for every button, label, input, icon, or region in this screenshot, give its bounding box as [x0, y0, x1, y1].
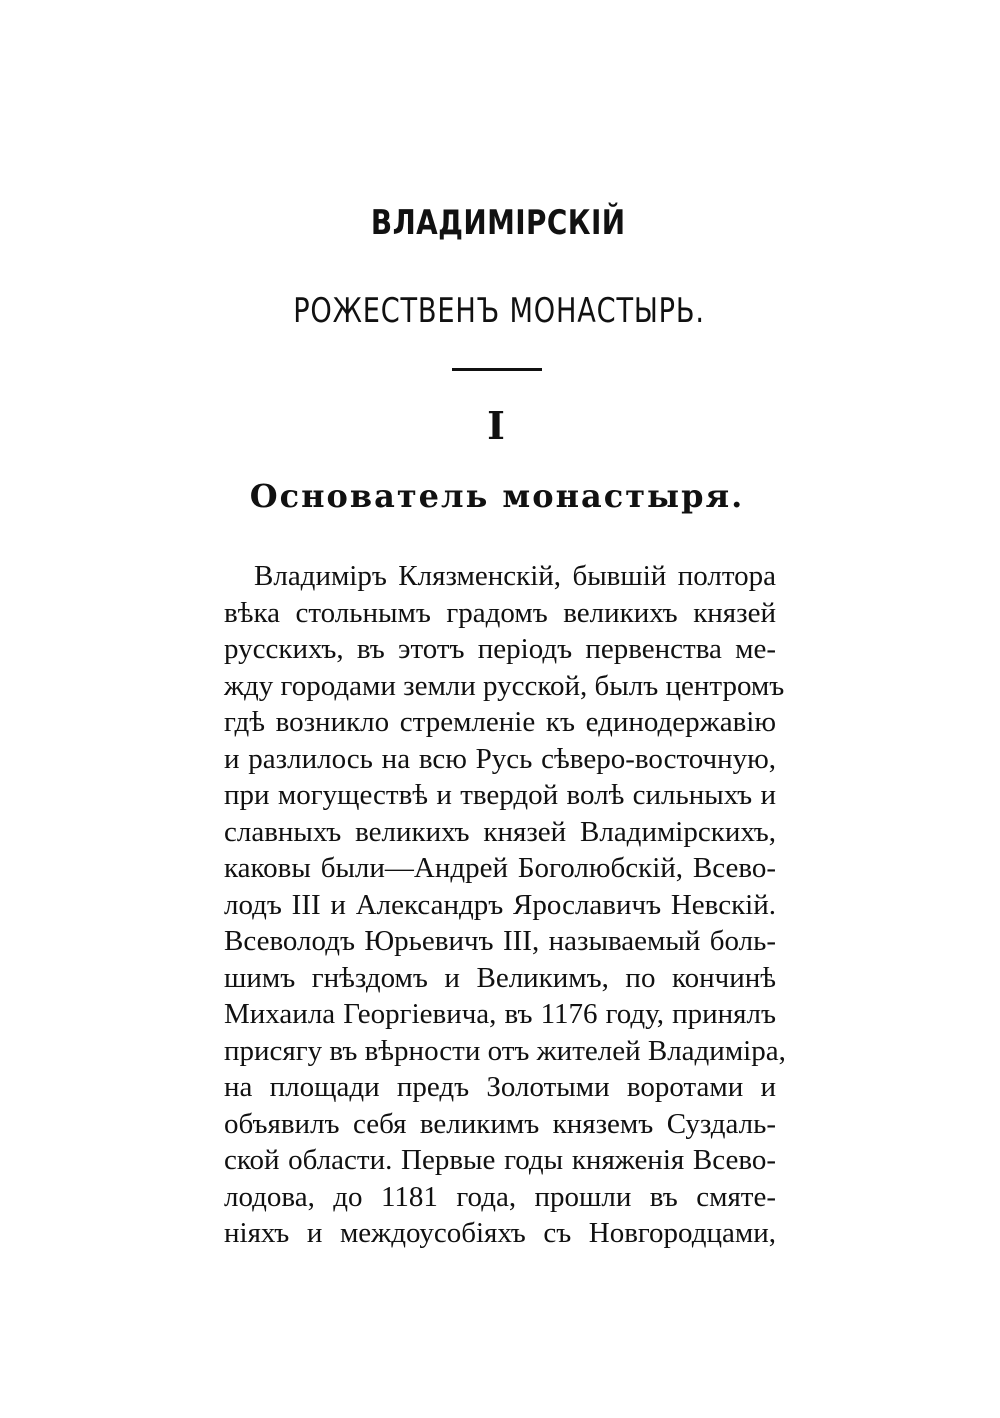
- text-line: присягу въ вѣрности отъ жителей Владиміра,: [224, 1034, 786, 1067]
- text-line: объявилъ себя великимъ княземъ Суздаль-: [224, 1107, 776, 1140]
- text-line: Всеволодъ Юрьевичъ III, называемый боль-: [224, 925, 776, 957]
- text-line: лодъ III и Александръ Ярославичъ Невскій.: [224, 888, 776, 921]
- text-line: гдѣ возникло стремленіе къ единодержавію: [224, 706, 776, 738]
- title-divider: [452, 368, 542, 371]
- text-line: шимъ гнѣздомъ и Великимъ, по кончинѣ: [224, 961, 776, 994]
- chapter-title: Основатель монастыря.: [249, 477, 745, 515]
- text-line: Владиміръ Клязменскій, бывшій полтора: [254, 560, 776, 592]
- text-line: русскихъ, въ этотъ періодъ первенства ме-: [224, 633, 776, 665]
- text-line: при могуществѣ и твердой волѣ сильныхъ и: [224, 779, 776, 811]
- text-line: ніяхъ и междоусобіяхъ съ Новгородцами,: [224, 1217, 776, 1249]
- text-line: славныхъ великихъ князей Владимірскихъ,: [224, 815, 776, 848]
- text-line: лодова, до 1181 года, прошли въ смяте-: [224, 1180, 776, 1213]
- page-title: ВЛАДИМІРСКІЙ: [370, 203, 626, 243]
- page-subtitle: РОЖЕСТВЕНЪ МОНАСТЫРЬ.: [293, 291, 705, 331]
- text-line: на площади предъ Золотыми воротами и: [224, 1071, 776, 1103]
- text-line: ской области. Первые годы княженія Всево-: [224, 1144, 776, 1176]
- text-line: каковы были—Андрей Боголюбскій, Всево-: [224, 852, 776, 884]
- section-number: I: [487, 403, 505, 448]
- text-line: жду городами земли русской, былъ центромъ: [224, 669, 785, 702]
- text-line: и разлилось на всю Русь сѣверо-восточную,: [224, 742, 776, 775]
- text-line: вѣка стольнымъ градомъ великихъ князей: [224, 596, 776, 629]
- body-text: [224, 558, 786, 1252]
- text-line: Михаила Георгіевича, въ 1176 году, принялъ: [224, 998, 776, 1030]
